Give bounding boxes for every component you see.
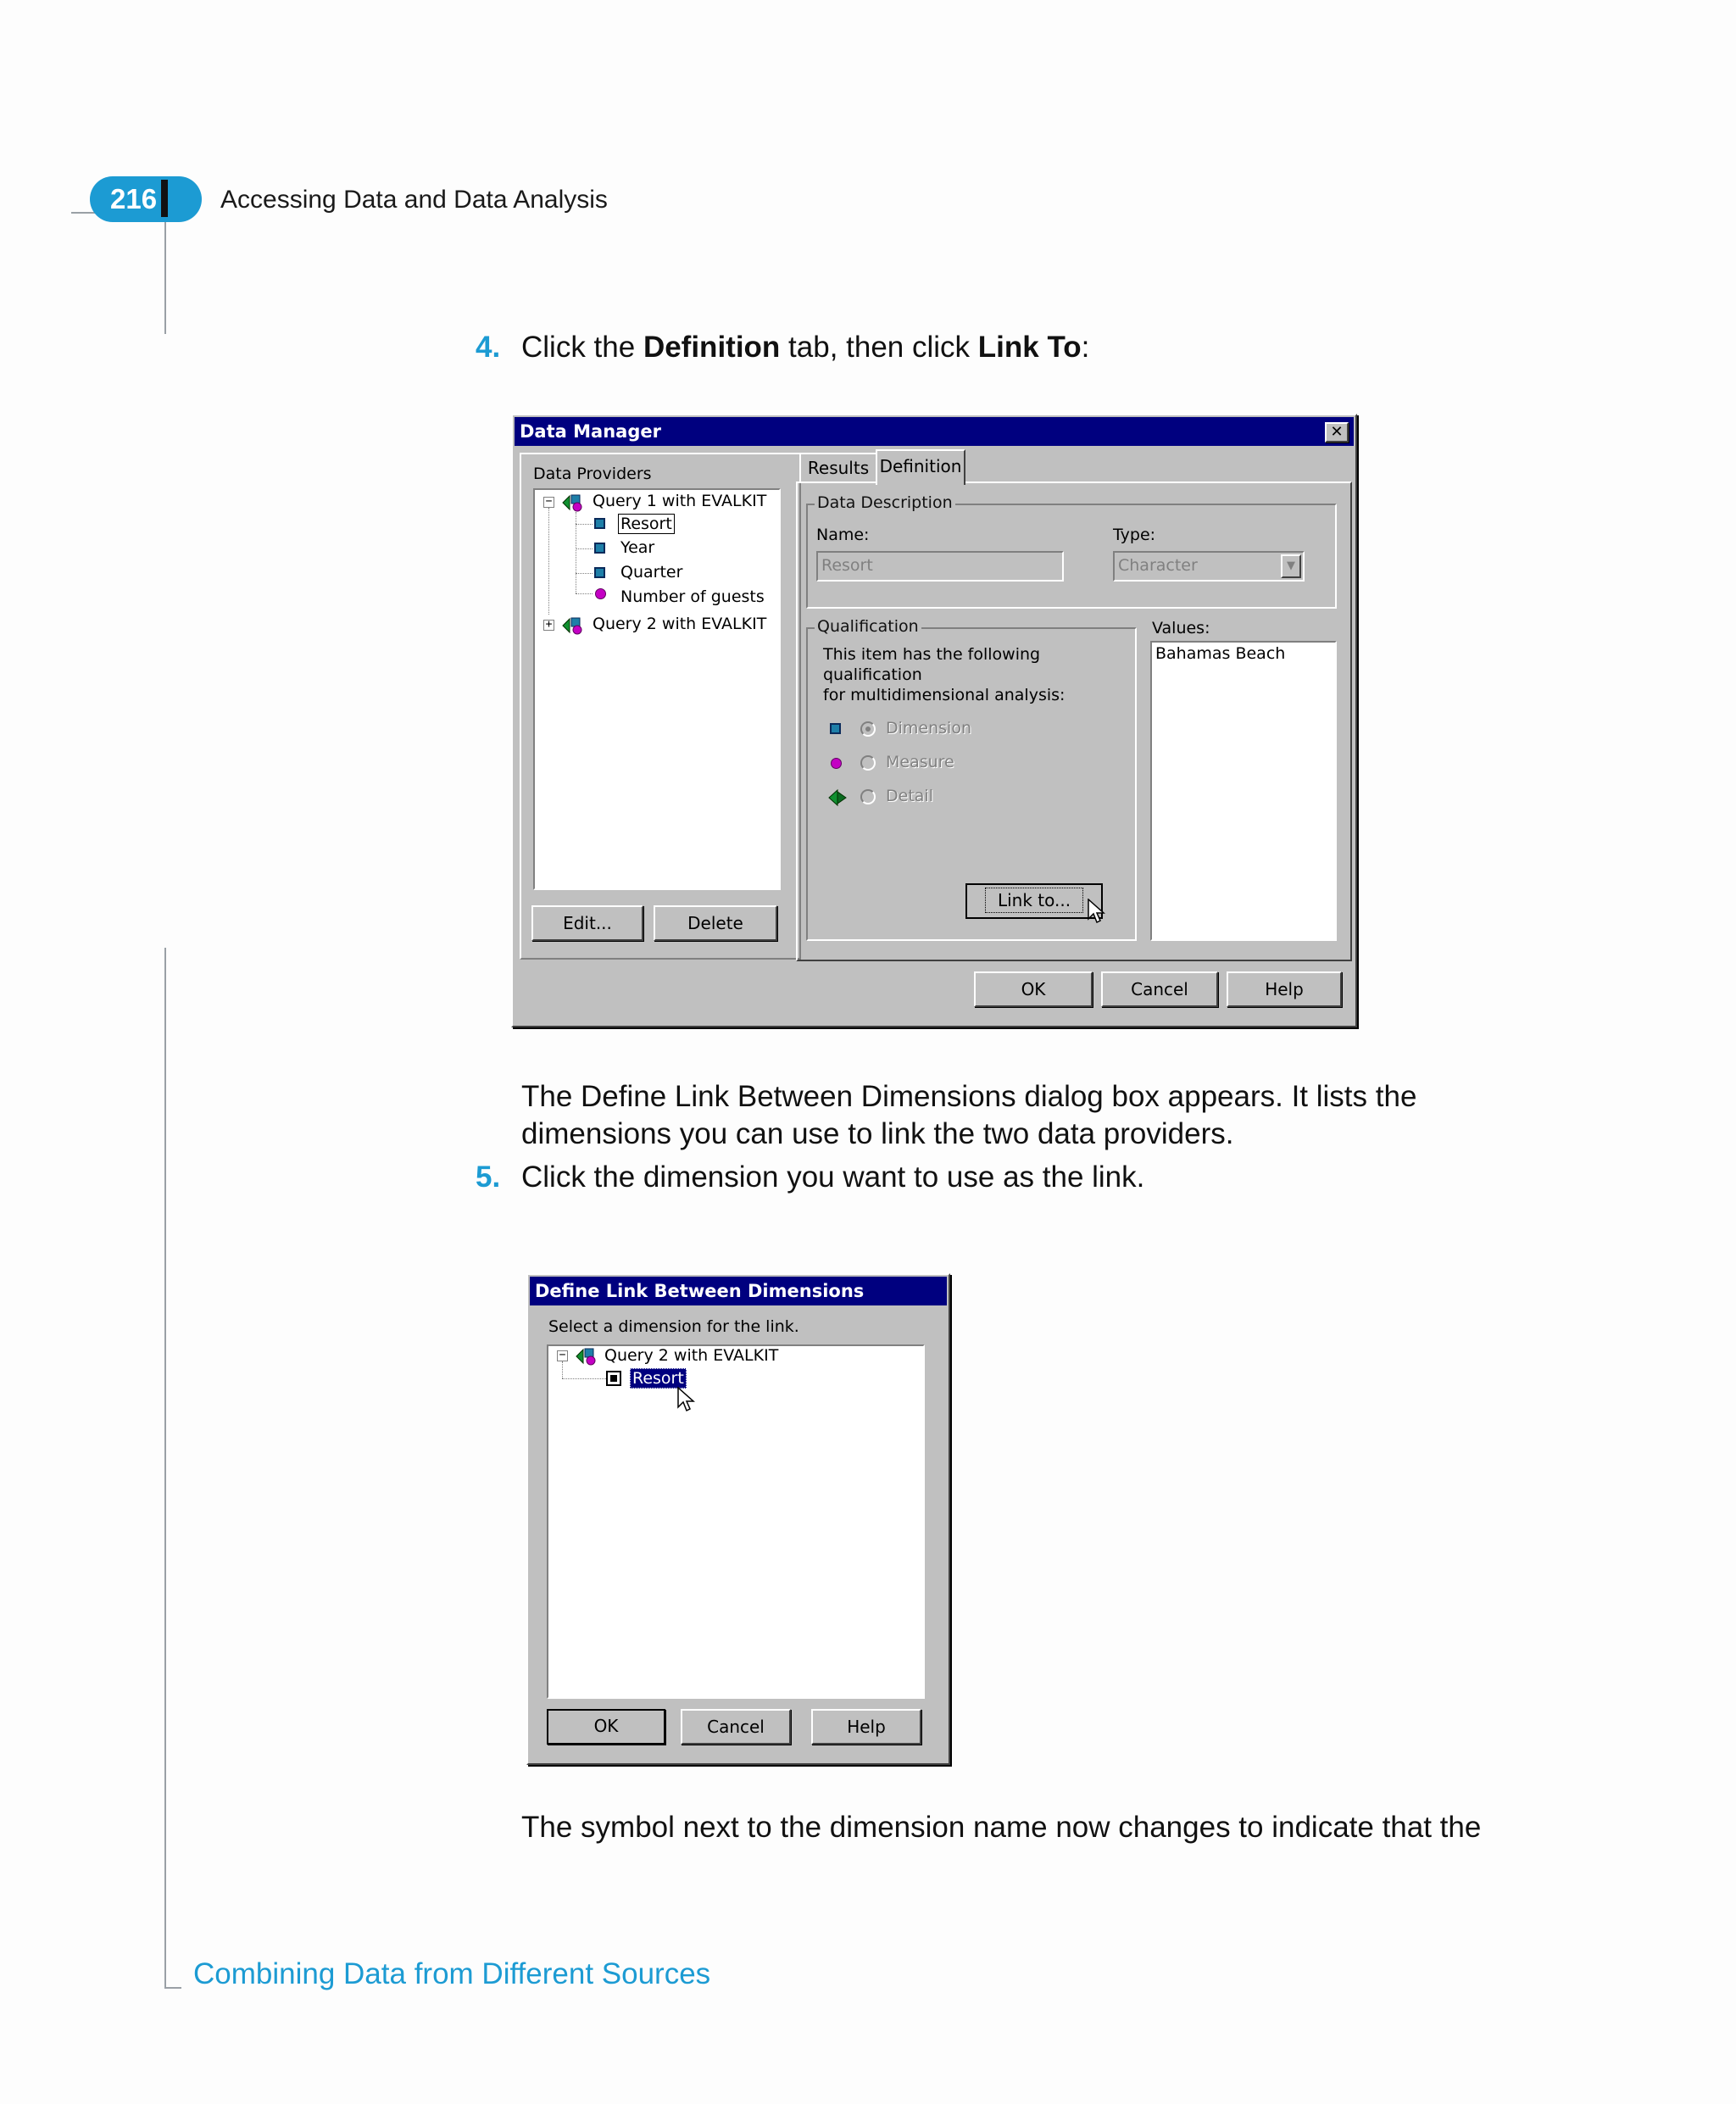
type-select[interactable] [1113,551,1305,582]
paragraph-after-step-5: The symbol next to the dimension name now changes to indicate that the [521,1811,1482,1844]
help-button[interactable]: Help [1227,971,1342,1007]
tab-results[interactable]: Results [799,453,877,483]
cancel-button[interactable]: Cancel [1101,971,1218,1007]
dimension-option-label: Dimension [886,719,971,738]
dimension-icon [594,518,605,529]
data-description-label: Data Description [815,493,955,512]
define-link-instruction: Select a dimension for the link. [548,1317,799,1336]
tree-item-resort[interactable]: Resort [618,514,675,534]
dialog-title: Define Link Between Dimensions [535,1281,865,1301]
define-link-ok-button[interactable]: OK [547,1709,665,1745]
qualification-label: Qualification [815,617,921,636]
query-icon [562,615,586,636]
step-bold-link-to: Link To [977,331,1082,364]
measure-icon [831,758,842,769]
detail-radio[interactable] [860,789,876,804]
edit-button[interactable]: Edit... [531,905,643,941]
step-number: 4. [476,331,501,364]
page-number: 216 [110,183,158,214]
paragraph-after-step-4 [521,1078,1416,1153]
measure-icon [595,588,606,599]
chevron-down-icon[interactable]: ▼ [1281,554,1301,578]
query-icon [562,493,586,513]
dimension-icon [830,723,841,734]
running-head: Accessing Data and Data Analysis [220,186,608,214]
expand-icon[interactable]: + [543,620,554,631]
qualification-description [823,644,1135,705]
page-number-bar [161,180,168,217]
data-manager-dialog [511,414,1357,1027]
ok-button[interactable]: OK [974,971,1093,1007]
step-5 [476,1159,1145,1196]
mouse-cursor-icon [1088,899,1106,926]
tree-item-number-of-guests[interactable]: Number of guests [620,587,765,606]
link-to-label: Link to... [985,888,1083,913]
tree-item-year[interactable]: Year [620,538,655,557]
dimension-tree[interactable] [547,1344,925,1699]
margin-rule-bottom [164,948,166,1989]
define-link-help-button[interactable]: Help [811,1709,921,1745]
qualification-text-line: This item has the following qualification [823,645,1041,684]
tree-query2-label[interactable]: Query 2 with EVALKIT [593,615,767,633]
type-select-value: Character [1118,556,1198,575]
query-icon [576,1346,599,1366]
dimension-tree-item-resort[interactable]: Resort [630,1368,687,1389]
tab-definition[interactable]: Definition [876,449,965,485]
measure-option-label: Measure [886,753,954,771]
link-dimension-icon [606,1371,621,1386]
data-manager-titlebar [515,417,1354,446]
step-text: : [1081,331,1090,364]
definition-tab-page [796,481,1352,961]
type-label: Type: [1113,526,1156,544]
providers-label: Data Providers [533,465,652,483]
qualification-text-line: for multidimensional analysis: [823,686,1066,704]
dimension-icon [594,543,605,554]
name-label: Name: [816,526,870,544]
define-link-dialog [526,1273,950,1765]
close-icon[interactable]: ✕ [1325,422,1349,443]
values-list-item[interactable]: Bahamas Beach [1155,644,1286,663]
step-number: 5. [476,1161,501,1194]
step-text: tab, then click [780,331,978,364]
values-label: Values: [1152,619,1210,637]
page-number-badge [90,176,202,222]
mouse-cursor-icon [677,1387,696,1414]
dialog-title: Data Manager [520,421,661,442]
footer-rule [164,1987,181,1989]
step-text: Click the [521,331,643,364]
data-description-group [806,493,1337,609]
paragraph-line: dimensions you can use to link the two data providers. [521,1117,1234,1150]
values-list[interactable] [1150,641,1337,941]
footer-section-link[interactable]: Combining Data from Different Sources [193,1957,711,1990]
paragraph-line: The Define Link Between Dimensions dialog box appears. It lists the [521,1080,1417,1113]
name-field[interactable]: Resort [816,551,1064,582]
step-4 [476,329,1090,366]
dimension-tree-query-label[interactable]: Query 2 with EVALKIT [604,1346,779,1365]
step-bold-definition: Definition [643,331,781,364]
measure-radio[interactable] [860,755,876,771]
providers-tree[interactable] [533,488,781,890]
define-link-titlebar [530,1277,947,1305]
dimension-radio[interactable] [860,721,876,737]
detail-icon [828,788,847,807]
detail-option-label: Detail [886,787,933,805]
delete-button[interactable]: Delete [654,905,777,941]
collapse-icon[interactable]: − [557,1350,568,1361]
tree-item-quarter[interactable]: Quarter [620,563,683,582]
qualification-group [806,617,1137,941]
link-to-button[interactable] [965,883,1103,919]
collapse-icon[interactable]: − [543,497,554,508]
step-text: Click the dimension you want to use as the link. [521,1161,1145,1194]
define-link-cancel-button[interactable]: Cancel [681,1709,791,1745]
dimension-icon [594,567,605,578]
tree-query1-label[interactable]: Query 1 with EVALKIT [593,492,767,510]
